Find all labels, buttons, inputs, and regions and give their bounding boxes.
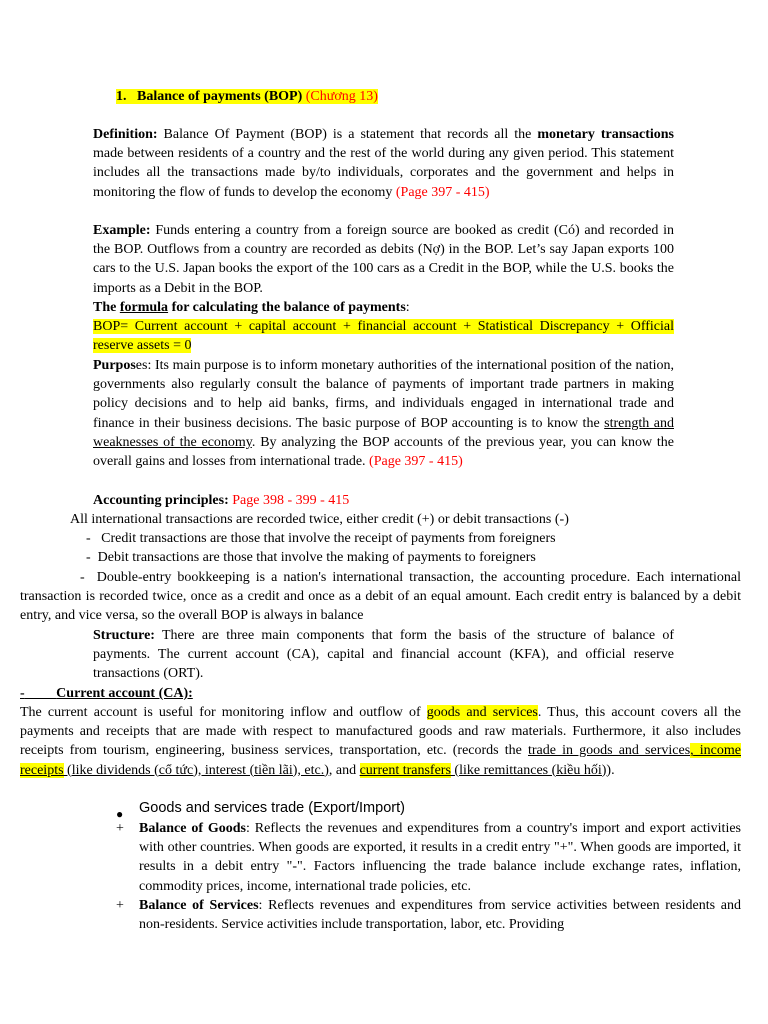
accounting-label: Accounting principles: bbox=[93, 493, 229, 508]
goods-services-title: Goods and services trade (Export/Import) bbox=[139, 800, 405, 816]
definition-text-2: made between residents of a country and the rest of the world during any given period. This statement includes all the transactions made by/to individuals, corporates and the government and helps in monitoring the flow of funds to develop the economy bbox=[93, 146, 674, 200]
dash-marker: - bbox=[20, 686, 25, 701]
accounting-item-text: Debit transactions are those that involve the making of payments to foreigners bbox=[97, 550, 536, 565]
purpose-text-1: Its main purpose is to inform monetary authorities of the international position of the nation, governments also regularly consult the balance of payments of important trade partners in making policy decisions and to help aid banks, firms, and individuals engaged in international trade and finance in their business decisions. The basic purpose of BOP accounting is to know the bbox=[93, 358, 674, 431]
accounting-item-text: Double-entry bookkeeping is a nation's international transaction, the accounting procedure. Each international transaction is recorded twice, once as a credit and once as a debit of an equal amount. Each credit entry is balanced by a debit entry, and vice versa, so the overall BOP is always in balance bbox=[20, 570, 742, 624]
ca-highlight-current-transfers: current transfers bbox=[359, 762, 451, 778]
ca-comma: , bbox=[690, 743, 694, 759]
balance-of-services-label: Balance of Services bbox=[139, 898, 259, 913]
balance-of-services-text: : Reflects revenues and expenditures from service activities between residents and non-residents. Service activities include transportation, labor, etc. Providing bbox=[139, 898, 741, 933]
ca-text-1: The current account is useful for monitoring inflow and outflow of bbox=[20, 705, 427, 720]
definition-label: Definition: bbox=[93, 127, 158, 142]
structure-label: Structure: bbox=[93, 628, 155, 643]
accounting-line-1: All international transactions are recorded twice, either credit (+) or debit transactions (-) bbox=[70, 512, 569, 527]
purpose-page-ref: (Page 397 - 415) bbox=[369, 454, 463, 470]
formula-equation bbox=[93, 317, 674, 355]
purpose-label-rest: es: bbox=[135, 358, 152, 373]
balance-of-goods-label: Balance of Goods bbox=[139, 821, 246, 836]
dash-marker: - bbox=[86, 531, 91, 546]
example-paragraph bbox=[93, 221, 674, 298]
example-text: Funds entering a country from a foreign source are booked as credit (Có) and recorded in the BOP. Outflows from a country are recorded as debits (Nợ) in the BOP. Let’s say Japan exports 100 cars to the U.S. Japan books the export of the 100 cars as a Credit in the BOP, while the U.S. books the imports as a Debit in the BOP. bbox=[93, 223, 674, 296]
purpose-text-2: . By analyzing the BOP accounts of the previous year, you can know the overall gains and losses from international trade. bbox=[93, 434, 674, 470]
balance-of-goods-paragraph bbox=[139, 819, 741, 896]
heading-title: Balance of payments (BOP) bbox=[137, 89, 303, 104]
dash-marker: - bbox=[80, 570, 85, 585]
balance-of-goods-text: : Reflects the revenues and expenditures from a country's import and export activities with other countries. When goods are exported, it results in a credit entry "+". When goods are imported, it results in a debit entry "-". Factors influencing the trade balance include exchange rates, inflation, commodity prices, income, international trade policies, etc. bbox=[139, 821, 741, 894]
accounting-heading bbox=[93, 491, 349, 510]
formula-intro-colon: : bbox=[405, 300, 410, 315]
ca-text-3: , and bbox=[328, 762, 360, 778]
ca-underlined-trade: trade in goods and services bbox=[528, 743, 691, 759]
plus-marker: + bbox=[116, 821, 124, 836]
accounting-page-ref: Page 398 - 399 - 415 bbox=[228, 493, 350, 508]
ca-text-4: ). bbox=[606, 762, 615, 778]
definition-text-1: Balance Of Payment (BOP) is a statement that records all the bbox=[157, 127, 538, 142]
balance-of-services-paragraph bbox=[139, 896, 741, 934]
bullet-icon: ● bbox=[116, 807, 124, 821]
section-heading bbox=[116, 87, 378, 106]
accounting-item bbox=[86, 548, 536, 567]
formula-intro-underlined: formula bbox=[119, 300, 169, 315]
accounting-item bbox=[86, 529, 556, 548]
formula-equation-text: BOP= Current account + capital account + financial account + Statistical Discrepancy + Official reserve assets = 0 bbox=[93, 319, 674, 354]
current-account-paragraph bbox=[20, 703, 741, 780]
heading-chapter: (Chương 13) bbox=[305, 89, 378, 104]
plus-marker: + bbox=[116, 898, 124, 913]
structure-text: There are three main components that form the basis of the structure of balance of payments. The current account (CA), capital and financial account (KFA), and official reserve transactions (ORT). bbox=[93, 628, 674, 682]
heading-number: 1. bbox=[116, 89, 127, 104]
accounting-item bbox=[20, 568, 741, 626]
definition-page-ref: (Page 397 - 415) bbox=[395, 184, 490, 200]
purpose-paragraph bbox=[93, 356, 674, 471]
accounting-item-text: Credit transactions are those that involve the receipt of payments from foreigners bbox=[101, 531, 556, 546]
ca-text-2: . Thus, this account covers all the payments and receipts that are made with respect to manufactured goods and raw materials. Furthermore, it also includes receipts from tourism, engineering, business services, transportation, etc. (records the bbox=[20, 705, 741, 759]
structure-paragraph bbox=[93, 626, 674, 684]
example-label: Example: bbox=[93, 223, 151, 238]
ca-underlined-income-detail: (like dividends (cổ tức), interest (tiền lãi), etc.) bbox=[63, 762, 329, 778]
formula-intro-2: for calculating the balance of payments bbox=[168, 300, 406, 315]
definition-paragraph bbox=[93, 125, 674, 202]
dash-marker: - bbox=[86, 550, 91, 565]
formula-intro-1: The bbox=[93, 300, 120, 315]
current-account-heading bbox=[20, 684, 193, 703]
purpose-label: Purpos bbox=[93, 358, 136, 373]
ca-highlight-income-receipts: income receipts bbox=[20, 743, 741, 778]
purpose-underlined: strength and weaknesses of the economy bbox=[93, 415, 674, 450]
ca-highlight-goods-services: goods and services bbox=[426, 705, 538, 720]
current-account-title: Current account (CA): bbox=[56, 686, 193, 701]
ca-underlined-transfers-detail: (like remittances (kiều hối) bbox=[450, 762, 607, 778]
definition-bold-term: monetary transactions bbox=[537, 127, 674, 142]
formula-intro bbox=[93, 298, 410, 317]
